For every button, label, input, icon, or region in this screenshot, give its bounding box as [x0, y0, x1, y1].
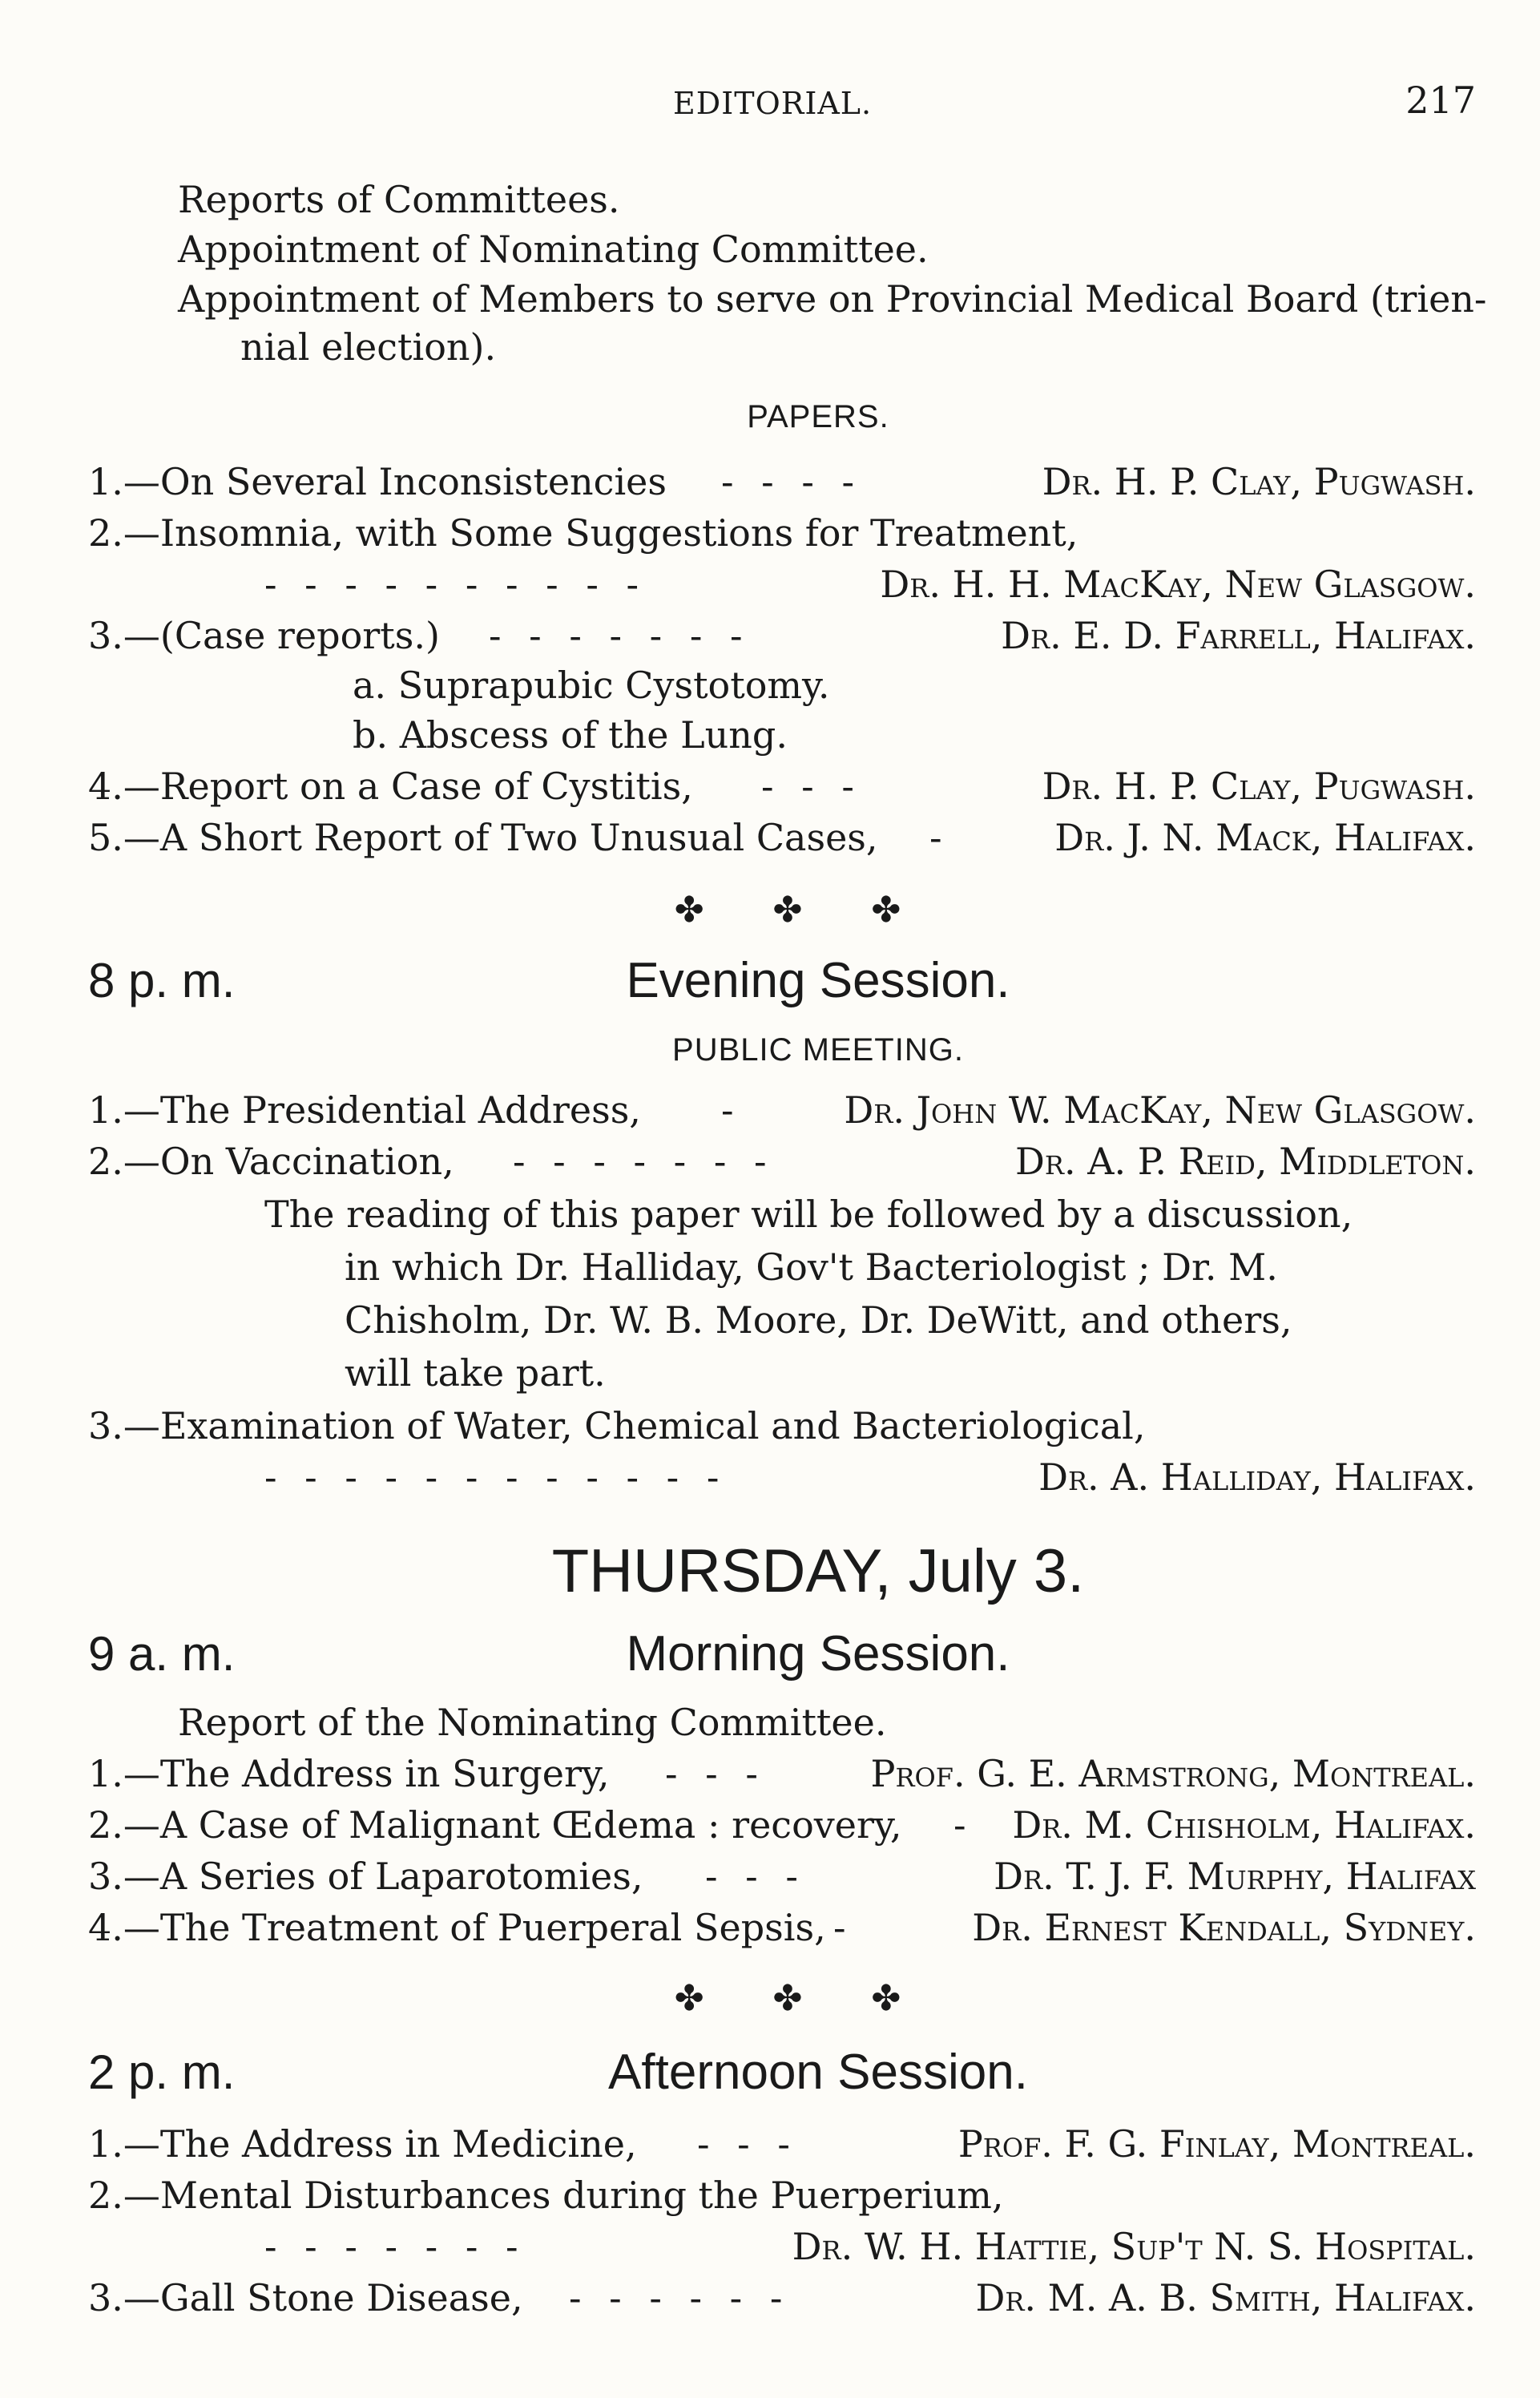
session-title: Afternoon Session. [608, 2045, 1028, 2100]
session-title: Morning Session. [626, 1626, 1010, 1681]
paper-author: Dr. J. N. Mack, Halifax. [1054, 816, 1476, 859]
session-intro: Report of the Nominating Committee. [178, 1701, 887, 1744]
paper-title: 3.—A Series of Laparotomies, [88, 1855, 643, 1898]
paper-author: Dr. Ernest Kendall, Sydney. [972, 1906, 1476, 1949]
paper-author: Dr. H. P. Clay, Pugwash. [1042, 765, 1476, 808]
paper-author: Prof. F. G. Finlay, Montreal. [957, 2122, 1476, 2166]
session-title: Evening Session. [626, 953, 1010, 1008]
leader-dashes: - - - - - - [569, 2276, 791, 2319]
paper-author: Dr. H. H. MacKay, New Glasgow. [880, 563, 1476, 606]
business-item: Reports of Committees. [178, 178, 620, 221]
business-item: Appointment of Members to serve on Provincial Medical Board (trien- [178, 277, 1487, 321]
leader-dashes: - [833, 1906, 854, 1949]
paper-author: Dr. E. D. Farrell, Halifax. [1001, 614, 1476, 657]
leader-dashes: - - - - - - - [489, 614, 751, 657]
paper-title: 2.—Insomnia, with Some Suggestions for Treatment, [88, 511, 1078, 555]
day-heading: THURSDAY, July 3. [551, 1537, 1085, 1605]
paper-title: 2.—A Case of Malignant Œdema : recovery, [88, 1803, 902, 1847]
paper-title: 3.—Gall Stone Disease, [88, 2276, 523, 2319]
paper-title: 1.—The Address in Medicine, [88, 2122, 637, 2166]
leader-dashes: - - - - - - - [264, 2225, 526, 2268]
paper-title: 5.—A Short Report of Two Unusual Cases, [88, 816, 878, 859]
discussion-note: in which Dr. Halliday, Gov't Bacteriologist ; Dr. M. [345, 1245, 1278, 1289]
paper-title: 1.—On Several Inconsistencies [88, 460, 667, 503]
paper-subitem: a. Suprapubic Cystotomy. [353, 664, 830, 707]
paper-author: Dr. T. J. F. Murphy, Halifax [994, 1855, 1476, 1898]
leader-dashes: - [929, 816, 950, 859]
paper-author: Dr. H. P. Clay, Pugwash. [1042, 460, 1476, 503]
paper-author: Dr. A. P. Reid, Middleton. [1015, 1140, 1476, 1183]
leader-dashes: - [953, 1803, 974, 1847]
leader-dashes: - - - - - - - - - - - - [264, 1455, 728, 1499]
ornament-divider: ✤ ✤ ✤ [674, 890, 930, 931]
paper-title: 2.—Mental Disturbances during the Puerperium, [88, 2174, 1004, 2217]
leader-dashes: - - - - - - - - - - [264, 563, 647, 606]
paper-title: 4.—The Treatment of Puerperal Sepsis, [88, 1906, 826, 1949]
paper-author: Dr. M. A. B. Smith, Halifax. [975, 2276, 1476, 2319]
discussion-note: The reading of this paper will be followed by a discussion, [264, 1193, 1353, 1236]
session-time: 8 p. m. [88, 954, 236, 1007]
discussion-note: will take part. [345, 1351, 606, 1395]
page-number: 217 [1405, 79, 1476, 122]
paper-author: Dr. John W. MacKay, New Glasgow. [844, 1088, 1476, 1132]
paper-title: 2.—On Vaccination, [88, 1140, 454, 1183]
paper-title: 4.—Report on a Case of Cystitis, [88, 765, 693, 808]
paper-author: Dr. A. Halliday, Halifax. [1038, 1455, 1476, 1499]
ornament-divider: ✤ ✤ ✤ [674, 1978, 930, 2019]
leader-dashes: - - - - - - - [513, 1140, 775, 1183]
paper-author: Dr. M. Chisholm, Halifax. [1012, 1803, 1476, 1847]
session-subtitle: PUBLIC MEETING. [672, 1032, 964, 1068]
business-item: nial election). [240, 325, 497, 369]
paper-title: 3.—(Case reports.) [88, 614, 440, 657]
paper-author: Dr. W. H. Hattie, Sup't N. S. Hospital. [792, 2225, 1476, 2268]
session-time: 9 a. m. [88, 1627, 236, 1681]
paper-subitem: b. Abscess of the Lung. [353, 713, 788, 757]
paper-title: 1.—The Presidential Address, [88, 1088, 641, 1132]
leader-dashes: - - - [697, 2122, 798, 2166]
leader-dashes: - - - [761, 765, 862, 808]
leader-dashes: - - - [665, 1752, 766, 1795]
leader-dashes: - [721, 1088, 742, 1132]
discussion-note: Chisholm, Dr. W. B. Moore, Dr. DeWitt, and others, [345, 1298, 1292, 1342]
running-title: EDITORIAL. [673, 86, 873, 121]
business-item: Appointment of Nominating Committee. [178, 228, 929, 271]
papers-heading: PAPERS. [747, 399, 889, 434]
session-time: 2 p. m. [88, 2045, 236, 2099]
paper-author: Prof. G. E. Armstrong, Montreal. [870, 1752, 1476, 1795]
paper-title: 3.—Examination of Water, Chemical and Bacteriological, [88, 1404, 1146, 1447]
leader-dashes: - - - [705, 1855, 806, 1898]
paper-title: 1.—The Address in Surgery, [88, 1752, 610, 1795]
leader-dashes: - - - - [721, 460, 863, 503]
